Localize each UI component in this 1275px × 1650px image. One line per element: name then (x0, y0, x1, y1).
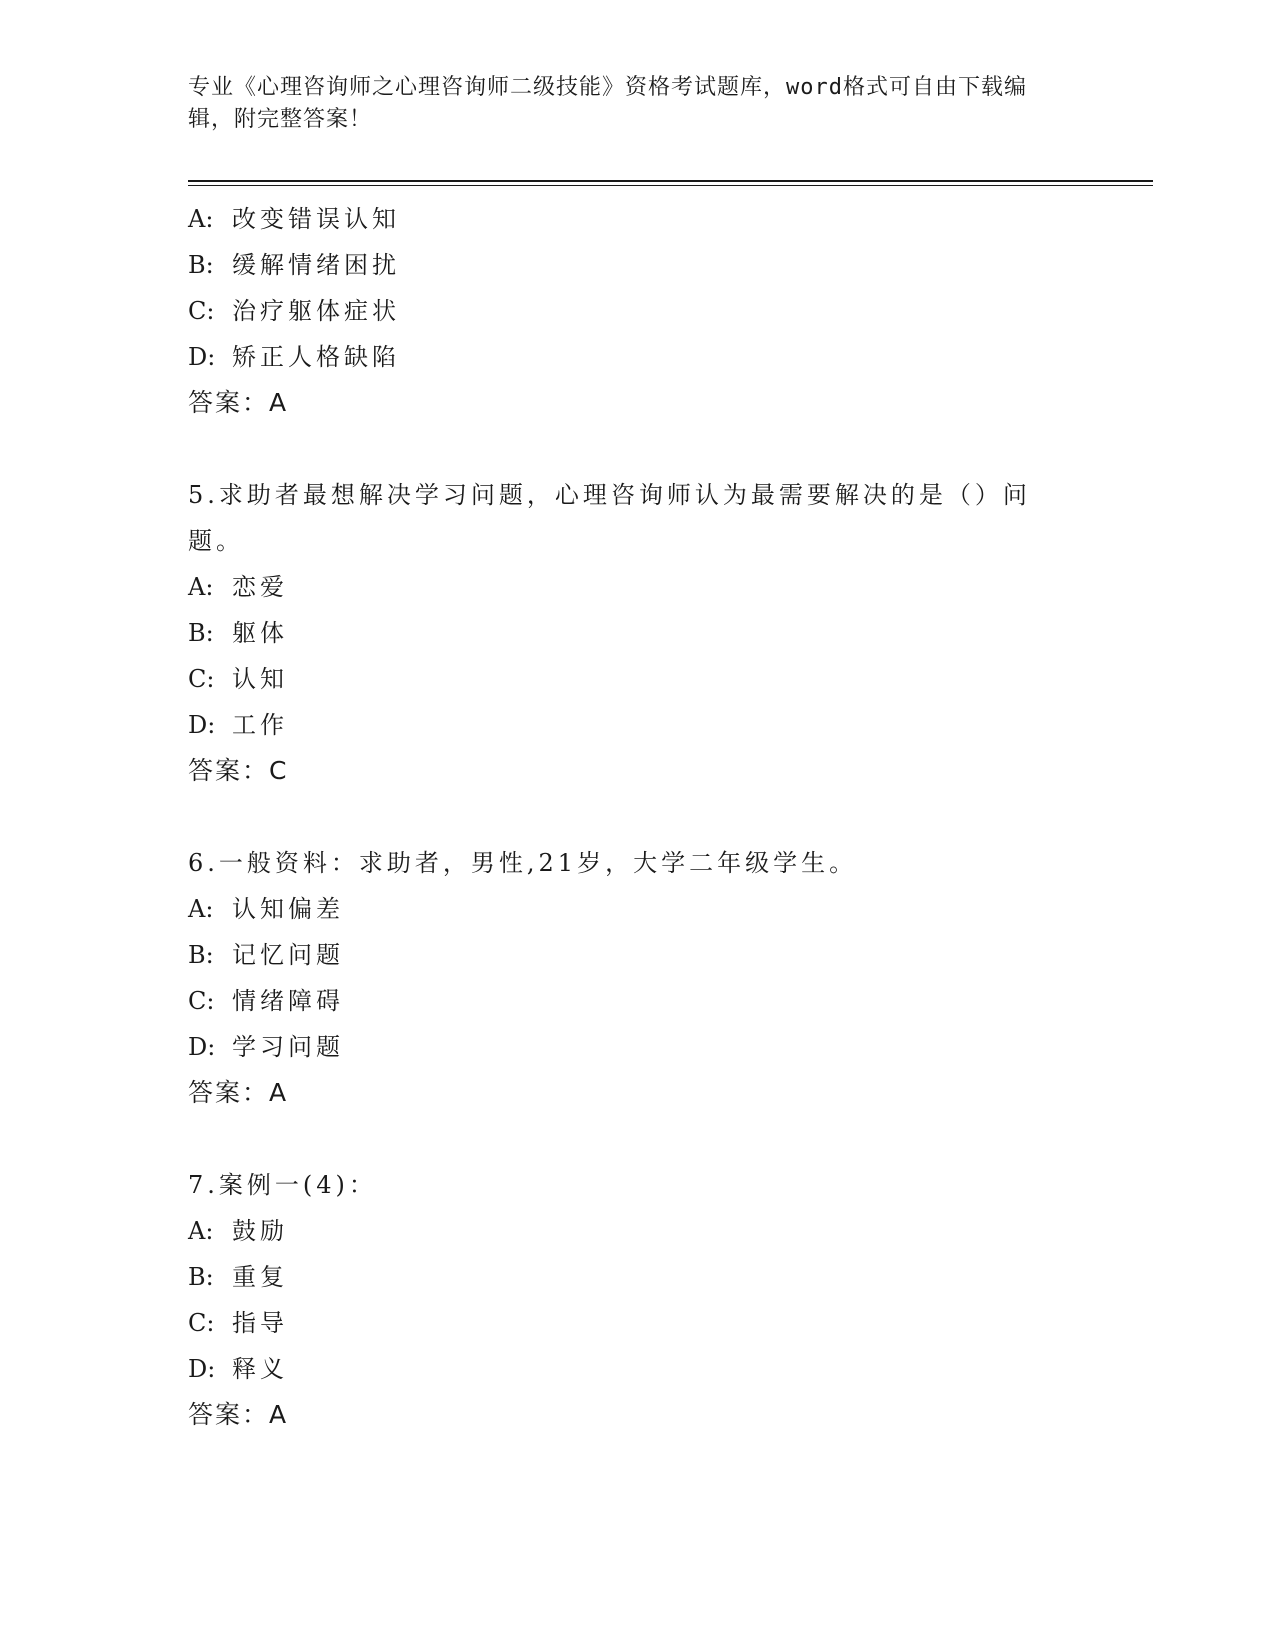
option-d (188, 1024, 1153, 1070)
answer-line: 答案：A (188, 388, 289, 417)
option-letter: A: (188, 895, 214, 923)
option-text: 情绪障碍 (232, 987, 344, 1015)
option-c (188, 288, 1153, 334)
question-block-4 (188, 196, 1153, 426)
option-text: 认知 (232, 665, 288, 693)
answer-line: 答案：A (188, 1400, 289, 1429)
option-text: 恋爱 (232, 573, 288, 601)
option-letter: A: (188, 573, 214, 601)
option-letter: C: (188, 665, 215, 693)
option-text: 指导 (232, 1309, 288, 1337)
option-text: 学习问题 (232, 1033, 344, 1061)
option-letter: D: (188, 1355, 216, 1383)
spacer (188, 1116, 1153, 1162)
option-d (188, 702, 1153, 748)
option-text: 认知偏差 (232, 895, 344, 923)
option-letter: D: (188, 711, 216, 739)
option-text: 改变错误认知 (232, 205, 400, 233)
question-text: 5.求助者最想解决学习问题，心理咨询师认为最需要解决的是（）问题。 (188, 481, 1031, 555)
option-letter: D: (188, 1033, 216, 1061)
question-text: 7.案例一(4)： (188, 1171, 377, 1199)
answer-line: 答案：A (188, 1078, 289, 1107)
option-letter: C: (188, 297, 215, 325)
option-letter: A: (188, 205, 214, 233)
option-a (188, 886, 1153, 932)
option-b (188, 932, 1153, 978)
option-letter: A: (188, 1217, 214, 1245)
option-c (188, 1300, 1153, 1346)
option-text: 矫正人格缺陷 (232, 343, 400, 371)
option-b (188, 1254, 1153, 1300)
option-text: 治疗躯体症状 (232, 297, 400, 325)
question-block-7 (188, 1162, 1153, 1438)
option-b (188, 610, 1153, 656)
question-block-5 (188, 472, 1153, 794)
option-a (188, 196, 1153, 242)
option-letter: B: (188, 251, 214, 279)
answer-line: 答案：C (188, 756, 289, 785)
option-letter: B: (188, 619, 214, 647)
option-d (188, 1346, 1153, 1392)
option-letter: D: (188, 343, 216, 371)
option-letter: C: (188, 1309, 215, 1337)
option-c (188, 978, 1153, 1024)
document-header: 专业《心理咨询师之心理咨询师二级技能》资格考试题库，word格式可自由下载编辑，附完整答案！ (188, 75, 1027, 132)
option-text: 记忆问题 (232, 941, 344, 969)
option-text: 释义 (232, 1355, 288, 1383)
question-block-6 (188, 840, 1153, 1116)
option-d (188, 334, 1153, 380)
spacer (188, 794, 1153, 840)
option-text: 躯体 (232, 619, 288, 647)
option-a (188, 1208, 1153, 1254)
option-text: 工作 (232, 711, 288, 739)
option-text: 缓解情绪困扰 (232, 251, 400, 279)
spacer (188, 426, 1153, 472)
question-text: 6.一般资料：求助者，男性,21岁，大学二年级学生。 (188, 849, 858, 877)
option-b (188, 242, 1153, 288)
option-letter: B: (188, 941, 214, 969)
option-c (188, 656, 1153, 702)
option-text: 鼓励 (232, 1217, 288, 1245)
option-letter: B: (188, 1263, 214, 1291)
document-page (188, 72, 1153, 1438)
option-text: 重复 (232, 1263, 288, 1291)
header-divider-thin (188, 185, 1153, 186)
option-a (188, 564, 1153, 610)
option-letter: C: (188, 987, 215, 1015)
header-divider (188, 180, 1153, 182)
